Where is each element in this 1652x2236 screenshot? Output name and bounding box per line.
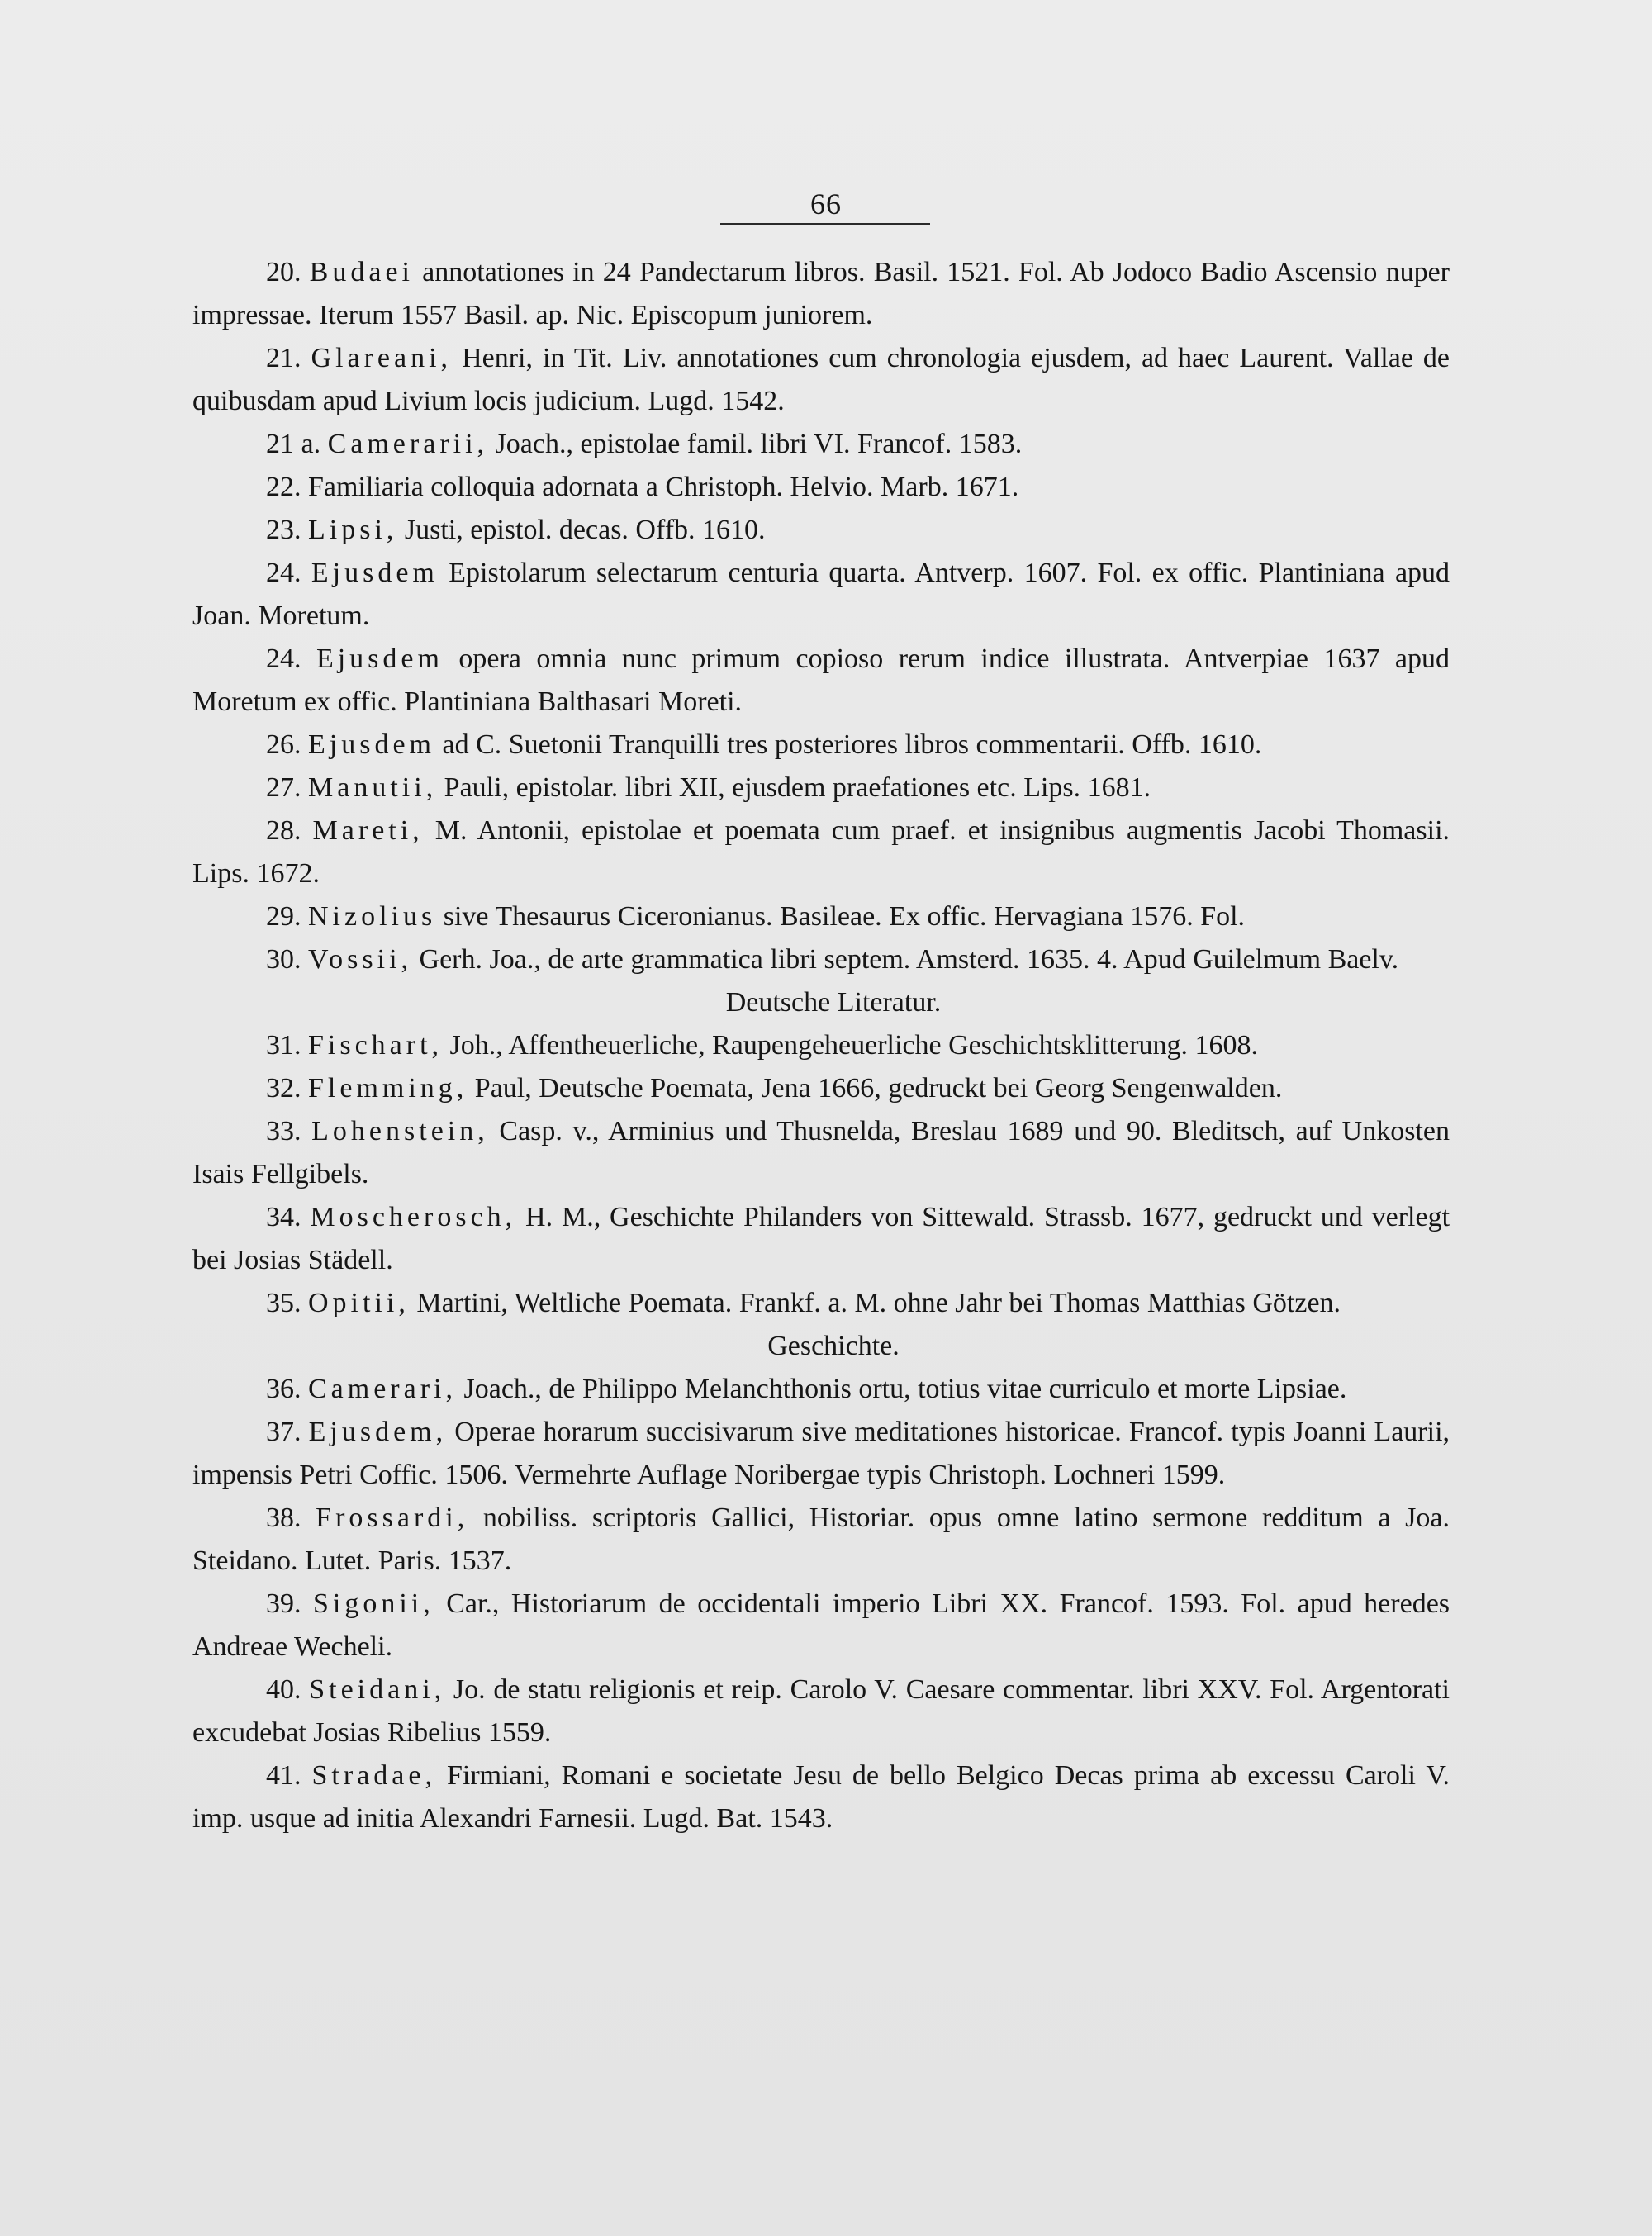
entry-32: 32. Flemming, Paul, Deutsche Poemata, Jena 1666, gedruckt bei Georg Sengenwalden. (266, 1073, 1283, 1104)
section-heading-geschichte: Geschichte. (767, 1331, 900, 1361)
page-number: 66 (810, 188, 842, 221)
entry-37: 37. Ejusdem, Operae horarum succisivarum sive meditationes historicae. Francof. typis Joanni Laurii, impensis Petri Coffic. 1506. Vermehrte Auflage Noribergae typis Christoph. Lochneri 1599. (192, 1417, 1450, 1490)
entry-35: 35. Opitii, Martini, Weltliche Poemata. Frankf. a. M. ohne Jahr bei Thomas Matthias Götzen. (266, 1288, 1341, 1318)
entry-23: 23. Lipsi, Justi, epistol. decas. Offb. 1610. (266, 515, 766, 545)
entry-29: 29. Nizolius sive Thesaurus Ciceronianus. Basileae. Ex offic. Hervagiana 1576. Fol. (266, 901, 1246, 932)
geschichte-entries (192, 1368, 1450, 1840)
entry-30: 30. Vossii, Gerh. Joa., de arte grammatica libri septem. Amsterd. 1635. 4. Apud Guilelmum Baelv. (266, 944, 1399, 975)
section-heading-deutsche-literatur: Deutsche Literatur. (725, 987, 942, 1018)
entry-21: 21. Glareani, Henri, in Tit. Liv. annotationes cum chronologia ejusdem, ad haec Laurent. Vallae de quibusdam apud Livium locis judicium. Lugd. 1542. (192, 343, 1450, 416)
header-rule (720, 223, 930, 225)
bibliography-list (192, 251, 1450, 1840)
entry-28: 28. Mareti, M. Antonii, epistolae et poemata cum praef. et insignibus augmentis Jacobi Thomasii. Lips. 1672. (192, 815, 1450, 889)
deutsche-entries (192, 1024, 1450, 1325)
entry-21a: 21 a. Camerarii, Joach., epistolae famil. libri VI. Francof. 1583. (266, 429, 1023, 459)
entry-40: 40. Steidani, Jo. de statu religionis et reip. Carolo V. Caesare commentar. libri XXV. Fol. Argentorati excudebat Josias Ribelius 1559. (192, 1674, 1450, 1748)
entry-31: 31. Fischart, Joh., Affentheuerliche, Raupengeheuerliche Geschichtsklitterung. 1608. (266, 1030, 1259, 1061)
entry-24-b: 24. Ejusdem opera omnia nunc primum copioso rerum indice illustrata. Antverpiae 1637 apud Moretum ex offic. Plantiniana Balthasari Moreti. (192, 643, 1450, 717)
entry-38: 38. Frossardi, nobiliss. scriptoris Gallici, Historiar. opus omne latino sermone redditum a Joa. Steidano. Lutet. Paris. 1537. (192, 1503, 1450, 1576)
latin-entries (192, 251, 1450, 981)
entry-24-a: 24. Ejusdem Epistolarum selectarum centuria quarta. Antverp. 1607. Fol. ex offic. Plantiniana apud Joan. Moretum. (192, 558, 1450, 631)
entry-20: 20. Budaei annotationes in 24 Pandectarum libros. Basil. 1521. Fol. Ab Jodoco Badio Ascensio nuper impressae. Iterum 1557 Basil. ap. Nic. Episcopum juniorem. (192, 257, 1450, 330)
entry-26: 26. Ejusdem ad C. Suetonii Tranquilli tres posteriores libros commentarii. Offb. 1610. (266, 729, 1262, 760)
entry-33: 33. Lohenstein, Casp. v., Arminius und Thusnelda, Breslau 1689 und 90. Bleditsch, auf Unkosten Isais Fellgibels. (192, 1116, 1450, 1189)
entry-39: 39. Sigonii, Car., Historiarum de occidentali imperio Libri XX. Francof. 1593. Fol. apud heredes Andreae Wecheli. (192, 1588, 1450, 1662)
entry-22: 22. Familiaria colloquia adornata a Christoph. Helvio. Marb. 1671. (266, 472, 1019, 502)
entry-41: 41. Stradae, Firmiani, Romani e societate Jesu de bello Belgico Decas prima ab excessu Caroli V. imp. usque ad initia Alexandri Farnesii. Lugd. Bat. 1543. (192, 1760, 1450, 1834)
entry-36: 36. Camerari, Joach., de Philippo Melanchthonis ortu, totius vitae curriculo et morte Lipsiae. (266, 1374, 1347, 1404)
entry-34: 34. Moscherosch, H. M., Geschichte Philanders von Sittewald. Strassb. 1677, gedruckt und verlegt bei Josias Städell. (192, 1202, 1450, 1275)
entry-27: 27. Manutii, Pauli, epistolar. libri XII, ejusdem praefationes etc. Lips. 1681. (266, 772, 1151, 803)
